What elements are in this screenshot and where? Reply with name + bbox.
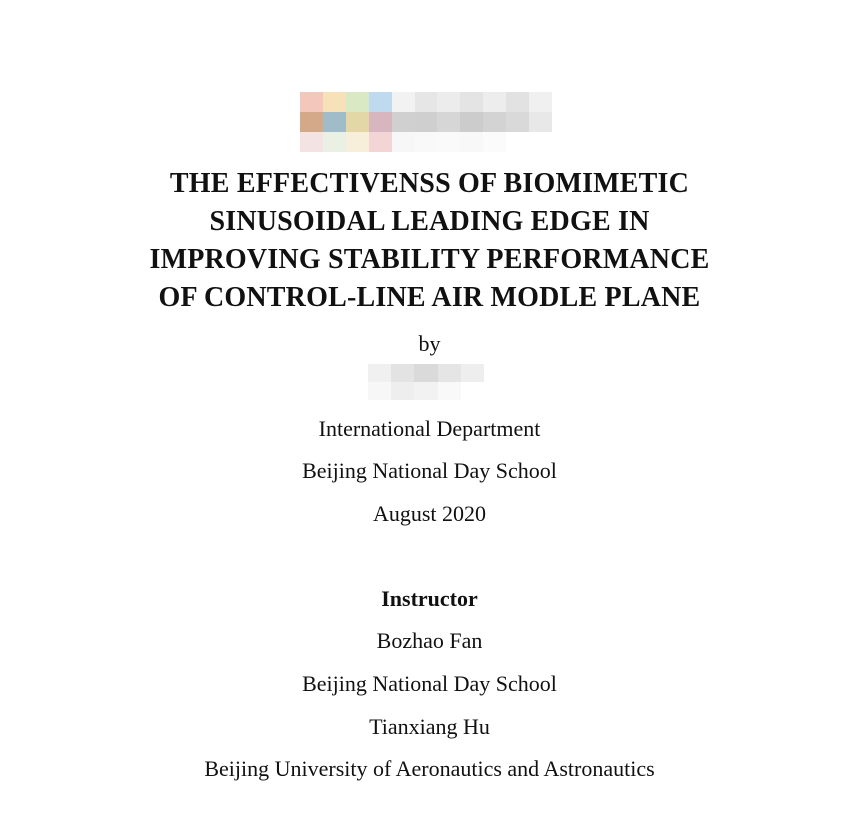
mosaic-cell <box>392 132 415 152</box>
mosaic-cell <box>391 382 414 400</box>
title-line: OF CONTROL-LINE AIR MODLE PLANE <box>158 282 701 313</box>
by-label: by <box>418 331 441 356</box>
mosaic-cell <box>369 92 392 112</box>
mosaic-cell <box>392 112 415 132</box>
redacted-author-mosaic <box>368 364 484 400</box>
instructor-institution: Beijing University of Aeronautics and Astronautics <box>204 756 655 781</box>
mosaic-cell <box>483 92 506 112</box>
mosaic-cell <box>368 382 391 400</box>
mosaic-cell <box>392 92 415 112</box>
mosaic-cell <box>323 112 346 132</box>
mosaic-cell <box>460 112 483 132</box>
mosaic-cell <box>414 382 437 400</box>
mosaic-cell <box>346 132 369 152</box>
mosaic-cell <box>483 112 506 132</box>
mosaic-cell <box>438 364 461 382</box>
date: August 2020 <box>372 501 487 526</box>
mosaic-cell <box>437 112 460 132</box>
mosaic-cell <box>506 112 529 132</box>
mosaic-cell <box>300 112 323 132</box>
mosaic-cell <box>415 92 438 112</box>
mosaic-cell <box>323 132 346 152</box>
school: Beijing National Day School <box>302 458 557 483</box>
mosaic-cell <box>437 132 460 152</box>
redacted-header-mosaic <box>300 92 552 152</box>
mosaic-cell <box>346 92 369 112</box>
instructor-name: Bozhao Fan <box>376 628 483 653</box>
mosaic-cell <box>506 132 529 152</box>
mosaic-cell <box>346 112 369 132</box>
mosaic-cell <box>483 132 506 152</box>
mosaic-cell <box>529 92 552 112</box>
mosaic-cell <box>437 92 460 112</box>
mosaic-cell <box>300 132 323 152</box>
mosaic-cell <box>461 382 484 400</box>
mosaic-cell <box>460 132 483 152</box>
department: International Department <box>318 416 541 441</box>
mosaic-cell <box>368 364 391 382</box>
mosaic-cell <box>415 132 438 152</box>
mosaic-cell <box>461 364 484 382</box>
document-title <box>0 165 859 317</box>
mosaic-cell <box>506 92 529 112</box>
mosaic-cell <box>369 112 392 132</box>
title-line: THE EFFECTIVENSS OF BIOMIMETIC <box>169 168 690 199</box>
mosaic-cell <box>414 364 437 382</box>
instructor-name: Tianxiang Hu <box>369 714 490 739</box>
mosaic-cell <box>415 112 438 132</box>
mosaic-cell <box>323 92 346 112</box>
mosaic-cell <box>369 132 392 152</box>
title-line: SINUSOIDAL LEADING EDGE IN <box>209 206 650 237</box>
mosaic-cell <box>460 92 483 112</box>
title-line: IMPROVING STABILITY PERFORMANCE <box>149 244 710 275</box>
instructor-institution: Beijing National Day School <box>302 671 557 696</box>
mosaic-cell <box>529 112 552 132</box>
mosaic-cell <box>438 382 461 400</box>
mosaic-cell <box>529 132 552 152</box>
mosaic-cell <box>391 364 414 382</box>
mosaic-cell <box>300 92 323 112</box>
instructor-heading: Instructor <box>381 586 478 611</box>
